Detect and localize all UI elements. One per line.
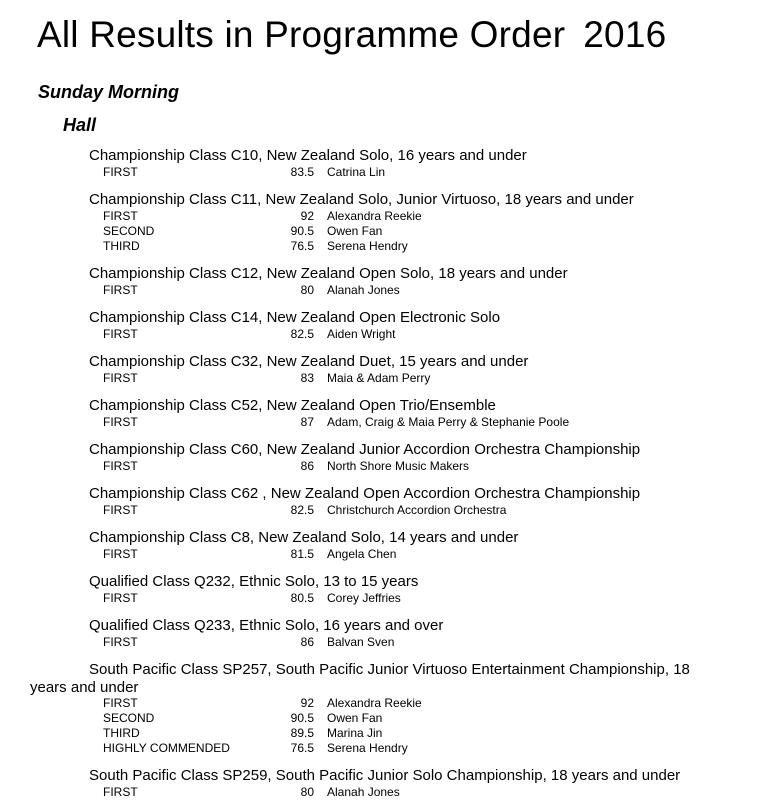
class-heading — [89, 617, 443, 634]
class-name: Championship Class C52, New Zealand Open Trio/Ensemble — [89, 397, 496, 414]
result-row — [0, 224, 760, 239]
class-name: Championship Class C62 , New Zealand Open Accordion Orchestra Championship — [89, 485, 641, 502]
class-name: Qualified Class Q233, Ethnic Solo, 16 years and over — [89, 617, 444, 634]
result-score: 76.5 — [290, 741, 314, 755]
result-score: 81.5 — [290, 547, 314, 561]
result-place: FIRST — [103, 591, 138, 605]
result-place: SECOND — [103, 224, 155, 238]
result-score: 80 — [300, 283, 314, 297]
result-score: 86 — [300, 635, 314, 649]
class-heading — [89, 485, 640, 502]
result-name: Marina Jin — [327, 726, 383, 740]
class-name: Qualified Class Q232, Ethnic Solo, 13 to 15 years — [89, 573, 419, 590]
venue-heading: Hall — [63, 115, 97, 135]
result-score: 92 — [300, 209, 314, 223]
result-place: FIRST — [103, 547, 138, 561]
result-name: Adam, Craig & Maia Perry & Stephanie Poole — [327, 415, 570, 429]
class-name: Championship Class C11, New Zealand Solo, Junior Virtuoso, 18 years and under — [89, 191, 634, 208]
result-score: 89.5 — [290, 726, 314, 740]
result-place: FIRST — [103, 415, 138, 429]
result-row — [0, 785, 760, 800]
result-row — [0, 239, 760, 254]
class-name: Championship Class C32, New Zealand Duet, 15 years and under — [89, 353, 529, 370]
class-name: South Pacific Class SP257, South Pacific Junior Virtuoso Entertainment Championship, 18 — [89, 661, 690, 678]
class-heading — [89, 661, 690, 678]
result-name: Angela Chen — [327, 547, 397, 561]
result-row — [0, 726, 760, 741]
result-place: HIGHLY COMMENDED — [103, 741, 230, 755]
result-row — [0, 165, 760, 180]
result-name: Serena Hendry — [327, 741, 408, 755]
result-place: FIRST — [103, 503, 138, 517]
result-place: FIRST — [103, 696, 138, 710]
result-score: 82.5 — [290, 327, 314, 341]
result-place: FIRST — [103, 327, 138, 341]
result-score: 87 — [300, 415, 314, 429]
result-score: 90.5 — [290, 224, 314, 238]
result-name: Owen Fan — [327, 711, 383, 725]
class-heading — [89, 767, 680, 784]
class-name: Championship Class C8, New Zealand Solo, 14 years and under — [89, 529, 519, 546]
page-title — [37, 14, 666, 56]
class-heading — [89, 529, 518, 546]
result-row — [0, 696, 760, 711]
result-name: Catrina Lin — [327, 165, 386, 179]
result-row — [0, 371, 760, 386]
result-row — [0, 711, 760, 726]
result-name: Aiden Wright — [327, 327, 396, 341]
result-name: Owen Fan — [327, 224, 383, 238]
result-name: Alanah Jones — [327, 785, 400, 799]
result-place: FIRST — [103, 165, 138, 179]
result-score: 82.5 — [290, 503, 314, 517]
result-name: Maia & Adam Perry — [327, 371, 431, 385]
result-row — [0, 459, 760, 474]
result-name: Serena Hendry — [327, 239, 408, 253]
result-row — [0, 591, 760, 606]
result-row — [0, 283, 760, 298]
result-place: THIRD — [103, 239, 140, 253]
result-score: 76.5 — [290, 239, 314, 253]
result-name: Balvan Sven — [327, 635, 395, 649]
result-score: 83.5 — [290, 165, 314, 179]
class-heading — [89, 147, 527, 164]
result-name: North Shore Music Makers — [327, 459, 470, 473]
result-score: 90.5 — [290, 711, 314, 725]
title-year: 2016 — [583, 14, 667, 55]
result-place: SECOND — [103, 711, 155, 725]
class-name-continued: years and under — [30, 679, 139, 696]
class-name: Championship Class C12, New Zealand Open Solo, 18 years and under — [89, 265, 568, 282]
class-name: Championship Class C60, New Zealand Junior Accordion Orchestra Championship — [89, 441, 641, 458]
result-row — [0, 741, 760, 756]
result-row — [0, 635, 760, 650]
class-heading — [89, 265, 568, 282]
result-place: FIRST — [103, 635, 138, 649]
result-place: FIRST — [103, 283, 138, 297]
result-score: 86 — [300, 459, 314, 473]
class-heading — [89, 191, 634, 208]
class-name: Championship Class C10, New Zealand Solo, 16 years and under — [89, 147, 527, 164]
result-score: 80.5 — [290, 591, 314, 605]
result-row — [0, 327, 760, 342]
result-place: FIRST — [103, 459, 138, 473]
result-place: THIRD — [103, 726, 140, 740]
result-row — [0, 209, 760, 224]
result-row — [0, 547, 760, 562]
class-name: Championship Class C14, New Zealand Open Electronic Solo — [89, 309, 501, 326]
result-row — [0, 503, 760, 518]
result-name: Alexandra Reekie — [327, 209, 422, 223]
result-place: FIRST — [103, 371, 138, 385]
title-text: All Results in Programme Order — [37, 14, 566, 55]
result-place: FIRST — [103, 209, 138, 223]
class-name: South Pacific Class SP259, South Pacific Junior Solo Championship, 18 years and under — [89, 767, 681, 784]
result-name: Christchurch Accordion Orchestra — [327, 503, 507, 517]
class-heading — [89, 441, 640, 458]
result-name: Alexandra Reekie — [327, 696, 422, 710]
session-heading: Sunday Morning — [38, 82, 179, 102]
class-heading — [89, 573, 418, 590]
result-score: 80 — [300, 785, 314, 799]
class-heading — [89, 309, 500, 326]
class-heading — [89, 353, 528, 370]
result-score: 83 — [300, 371, 314, 385]
result-name: Alanah Jones — [327, 283, 400, 297]
result-score: 92 — [300, 696, 314, 710]
class-heading — [89, 397, 496, 414]
result-place: FIRST — [103, 785, 138, 799]
result-row — [0, 415, 760, 430]
result-name: Corey Jeffries — [327, 591, 401, 605]
